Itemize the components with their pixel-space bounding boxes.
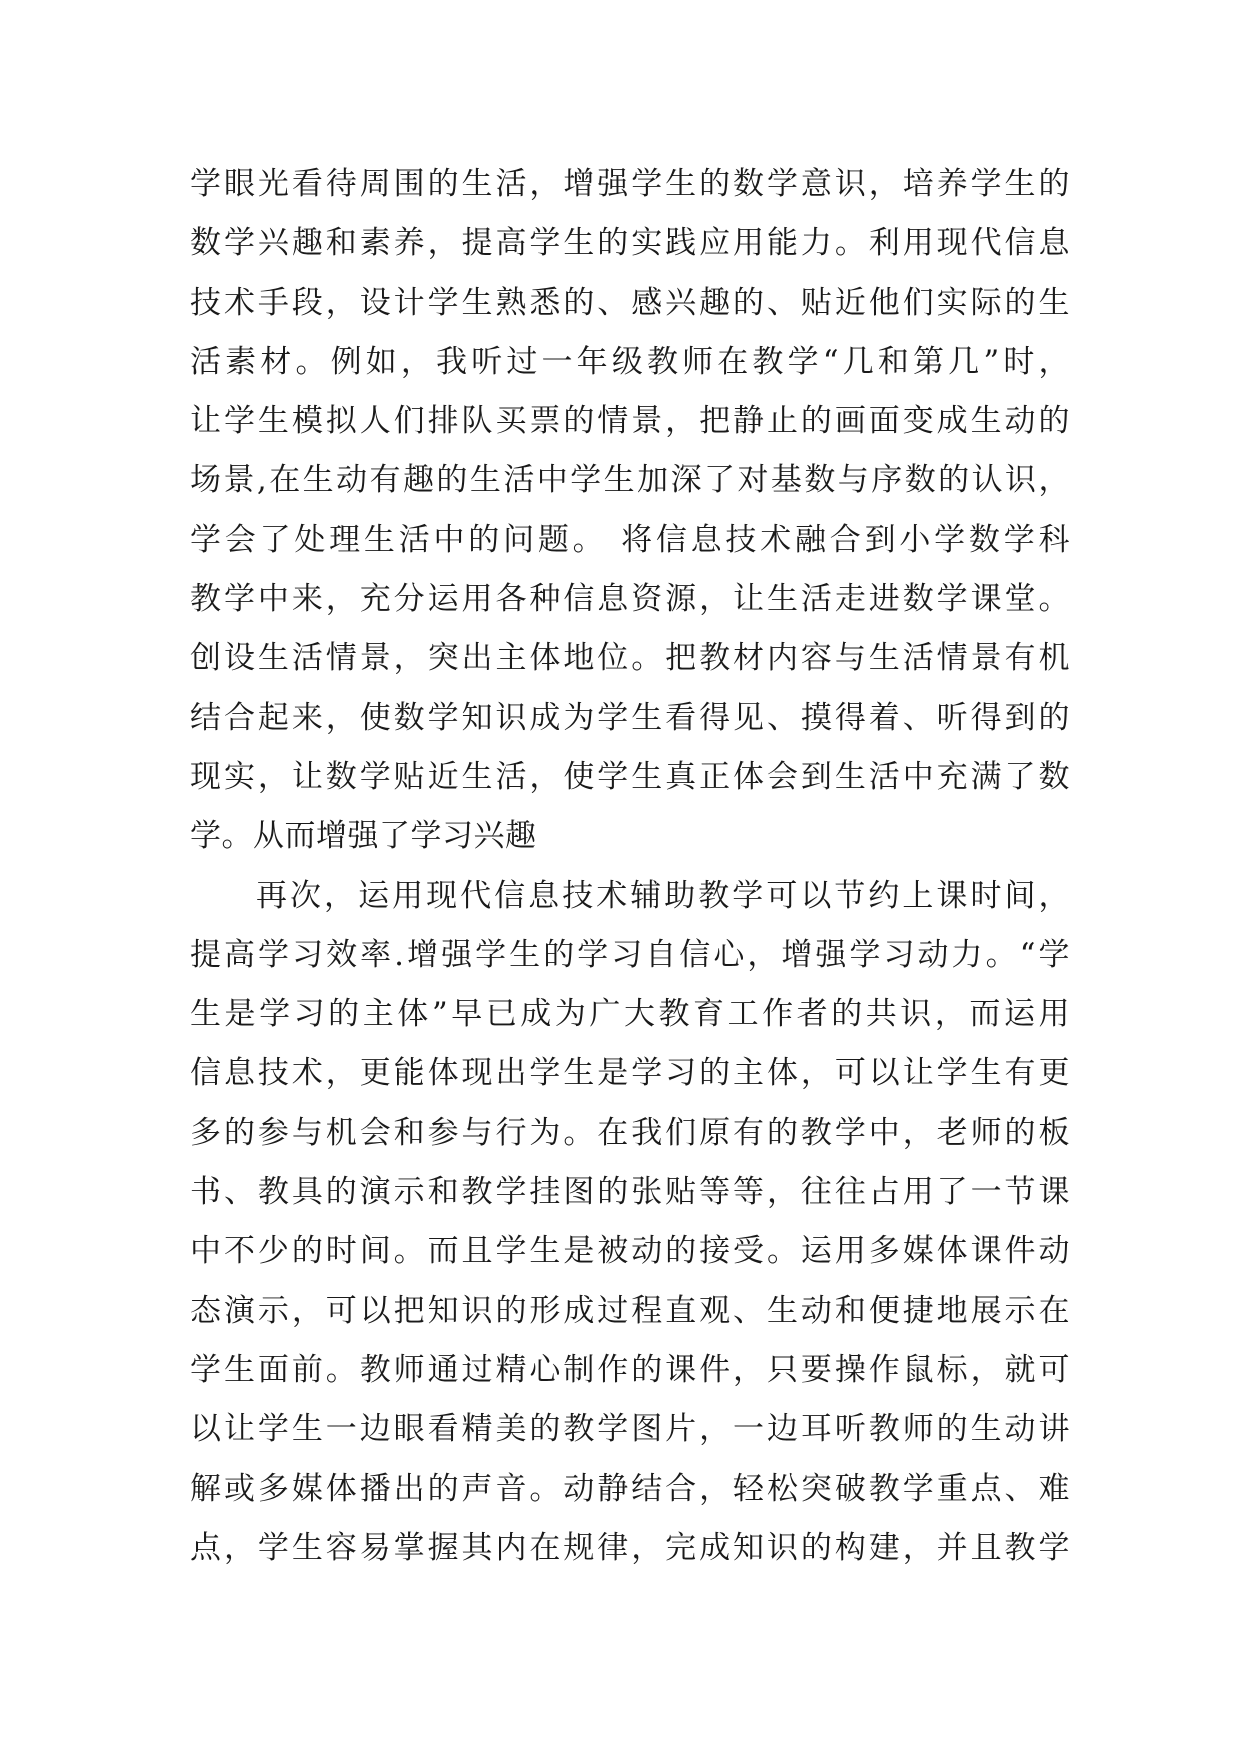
text-line: 学会了处理生活中的问题。 将信息技术融合到小学数学科 [190,521,1070,558]
text-line: 信息技术，更能体现出学生是学习的主体，可以让学生有更 [190,1055,1070,1092]
text-line: 技术手段，设计学生熟悉的、感兴趣的、贴近他们实际的生 [190,284,1070,321]
body-text [190,155,1070,1578]
text-line: 生是学习的主体”早已成为广大教育工作者的共识，而运用 [190,996,1070,1033]
text-line: 数学兴趣和素养，提高学生的实践应用能力。利用现代信息 [190,225,1070,262]
text-line: 解或多媒体播出的声音。动静结合，轻松突破教学重点、难 [190,1470,1070,1507]
text-line: 让学生模拟人们排队买票的情景，把静止的画面变成生动的 [190,403,1070,440]
text-line: 结合起来，使数学知识成为学生看得见、摸得着、听得到的 [190,699,1070,736]
text-line: 场景,在生动有趣的生活中学生加深了对基数与序数的认识， [190,462,1070,499]
text-line: 创设生活情景，突出主体地位。把教材内容与生活情景有机 [190,640,1070,677]
text-line: 提高学习效率.增强学生的学习自信心，增强学习动力。“学 [190,936,1070,973]
text-line: 以让学生一边眼看精美的教学图片，一边耳听教师的生动讲 [190,1411,1070,1448]
text-line: 中不少的时间。而且学生是被动的接受。运用多媒体课件动 [190,1233,1070,1270]
text-line: 态演示，可以把知识的形成过程直观、生动和便捷地展示在 [190,1292,1070,1329]
text-line: 活素材。例如，我听过一年级教师在教学“几和第几”时， [190,343,1070,380]
text-line: 学生面前。教师通过精心制作的课件，只要操作鼠标，就可 [190,1351,1070,1388]
text-line: 教学中来，充分运用各种信息资源，让生活走进数学课堂。 [190,581,1070,618]
text-line: 学眼光看待周围的生活，增强学生的数学意识，培养学生的 [190,166,1070,202]
paragraph-start-line: 再次，运用现代信息技术辅助教学可以节约上课时间， [256,877,1070,914]
text-line: 多的参与机会和参与行为。在我们原有的教学中，老师的板 [190,1114,1070,1151]
paragraph-end-line: 学。从而增强了学习兴趣 [190,818,537,855]
text-line: 书、教具的演示和教学挂图的张贴等等，往往占用了一节课 [190,1174,1070,1211]
text-line: 现实，让数学贴近生活，使学生真正体会到生活中充满了数 [190,758,1070,795]
text-line: 点，学生容易掌握其内在规律，完成知识的构建，并且教学 [190,1529,1070,1566]
